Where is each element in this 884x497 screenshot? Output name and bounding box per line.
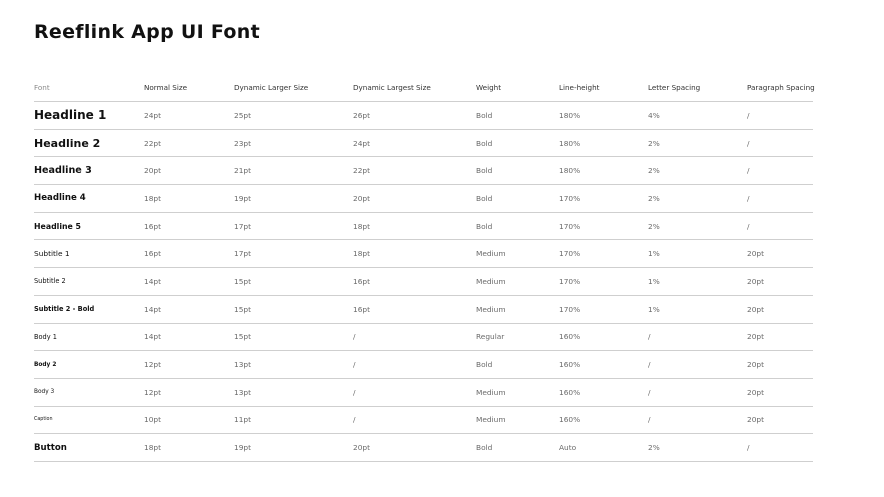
larger-size: 17pt bbox=[234, 240, 353, 268]
table-row bbox=[34, 185, 813, 213]
letter-spacing: / bbox=[648, 378, 747, 406]
paragraph-spacing: 20pt bbox=[747, 378, 813, 406]
paragraph-spacing: / bbox=[747, 212, 813, 240]
larger-size: 21pt bbox=[234, 157, 353, 185]
line-height: Auto bbox=[559, 434, 648, 462]
paragraph-spacing: / bbox=[747, 102, 813, 130]
header-dynamic-largest-size: Dynamic Largest Size bbox=[353, 74, 476, 102]
table-row bbox=[34, 434, 813, 462]
font-name: Headline 2 bbox=[34, 129, 144, 157]
letter-spacing: 1% bbox=[648, 268, 747, 296]
largest-size: 26pt bbox=[353, 102, 476, 130]
normal-size: 10pt bbox=[144, 406, 234, 434]
header-weight: Weight bbox=[476, 74, 559, 102]
line-height: 180% bbox=[559, 157, 648, 185]
weight: Medium bbox=[476, 240, 559, 268]
line-height: 170% bbox=[559, 185, 648, 213]
table-row bbox=[34, 268, 813, 296]
letter-spacing: 1% bbox=[648, 295, 747, 323]
table-row bbox=[34, 102, 813, 130]
letter-spacing: 1% bbox=[648, 240, 747, 268]
normal-size: 16pt bbox=[144, 240, 234, 268]
letter-spacing: / bbox=[648, 406, 747, 434]
font-spec-table bbox=[34, 74, 813, 462]
font-name: Body 1 bbox=[34, 323, 144, 351]
font-name: Subtitle 2 bbox=[34, 268, 144, 296]
font-name: Headline 4 bbox=[34, 185, 144, 213]
weight: Bold bbox=[476, 129, 559, 157]
largest-size: / bbox=[353, 323, 476, 351]
font-name: Body 3 bbox=[34, 378, 144, 406]
paragraph-spacing: / bbox=[747, 434, 813, 462]
normal-size: 14pt bbox=[144, 323, 234, 351]
paragraph-spacing: 20pt bbox=[747, 406, 813, 434]
letter-spacing: 2% bbox=[648, 212, 747, 240]
normal-size: 18pt bbox=[144, 434, 234, 462]
letter-spacing: 2% bbox=[648, 157, 747, 185]
header-font: Font bbox=[34, 74, 144, 102]
largest-size: / bbox=[353, 378, 476, 406]
normal-size: 16pt bbox=[144, 212, 234, 240]
weight: Bold bbox=[476, 212, 559, 240]
page-title: Reeflink App UI Font bbox=[34, 21, 260, 43]
weight: Regular bbox=[476, 323, 559, 351]
larger-size: 13pt bbox=[234, 351, 353, 379]
normal-size: 22pt bbox=[144, 129, 234, 157]
letter-spacing: 2% bbox=[648, 129, 747, 157]
font-name: Headline 1 bbox=[34, 102, 144, 130]
paragraph-spacing: / bbox=[747, 129, 813, 157]
weight: Medium bbox=[476, 406, 559, 434]
table-row bbox=[34, 378, 813, 406]
weight: Bold bbox=[476, 185, 559, 213]
weight: Medium bbox=[476, 295, 559, 323]
weight: Medium bbox=[476, 268, 559, 296]
weight: Medium bbox=[476, 378, 559, 406]
largest-size: 20pt bbox=[353, 434, 476, 462]
line-height: 170% bbox=[559, 295, 648, 323]
line-height: 170% bbox=[559, 240, 648, 268]
larger-size: 11pt bbox=[234, 406, 353, 434]
weight: Bold bbox=[476, 157, 559, 185]
line-height: 160% bbox=[559, 378, 648, 406]
header-dynamic-larger-size: Dynamic Larger Size bbox=[234, 74, 353, 102]
larger-size: 19pt bbox=[234, 185, 353, 213]
line-height: 170% bbox=[559, 212, 648, 240]
table-row bbox=[34, 323, 813, 351]
font-name: Headline 5 bbox=[34, 212, 144, 240]
largest-size: 24pt bbox=[353, 129, 476, 157]
normal-size: 20pt bbox=[144, 157, 234, 185]
table-row bbox=[34, 295, 813, 323]
header-line-height: Line-height bbox=[559, 74, 648, 102]
line-height: 160% bbox=[559, 323, 648, 351]
larger-size: 15pt bbox=[234, 323, 353, 351]
line-height: 160% bbox=[559, 351, 648, 379]
larger-size: 25pt bbox=[234, 102, 353, 130]
largest-size: 18pt bbox=[353, 240, 476, 268]
table-row bbox=[34, 240, 813, 268]
largest-size: 20pt bbox=[353, 185, 476, 213]
letter-spacing: / bbox=[648, 323, 747, 351]
paragraph-spacing: 20pt bbox=[747, 295, 813, 323]
header-letter-spacing: Letter Spacing bbox=[648, 74, 747, 102]
paragraph-spacing: 20pt bbox=[747, 323, 813, 351]
largest-size: 16pt bbox=[353, 268, 476, 296]
font-name: Subtitle 2 - Bold bbox=[34, 295, 144, 323]
header-paragraph-spacing: Paragraph Spacing bbox=[747, 74, 813, 102]
larger-size: 15pt bbox=[234, 295, 353, 323]
font-name: Subtitle 1 bbox=[34, 240, 144, 268]
weight: Bold bbox=[476, 102, 559, 130]
paragraph-spacing: 20pt bbox=[747, 240, 813, 268]
letter-spacing: 4% bbox=[648, 102, 747, 130]
font-name: Caption bbox=[34, 406, 144, 434]
line-height: 170% bbox=[559, 268, 648, 296]
largest-size: / bbox=[353, 351, 476, 379]
larger-size: 13pt bbox=[234, 378, 353, 406]
weight: Bold bbox=[476, 351, 559, 379]
larger-size: 23pt bbox=[234, 129, 353, 157]
table-row bbox=[34, 351, 813, 379]
line-height: 180% bbox=[559, 102, 648, 130]
table-row bbox=[34, 157, 813, 185]
normal-size: 12pt bbox=[144, 351, 234, 379]
paragraph-spacing: 20pt bbox=[747, 351, 813, 379]
font-name: Headline 3 bbox=[34, 157, 144, 185]
letter-spacing: 2% bbox=[648, 185, 747, 213]
table-header-row bbox=[34, 74, 813, 102]
largest-size: / bbox=[353, 406, 476, 434]
larger-size: 17pt bbox=[234, 212, 353, 240]
letter-spacing: 2% bbox=[648, 434, 747, 462]
table-row bbox=[34, 129, 813, 157]
paragraph-spacing: / bbox=[747, 157, 813, 185]
font-name: Body 2 bbox=[34, 351, 144, 379]
normal-size: 24pt bbox=[144, 102, 234, 130]
table-row bbox=[34, 212, 813, 240]
paragraph-spacing: 20pt bbox=[747, 268, 813, 296]
normal-size: 14pt bbox=[144, 268, 234, 296]
largest-size: 22pt bbox=[353, 157, 476, 185]
font-name: Button bbox=[34, 434, 144, 462]
larger-size: 19pt bbox=[234, 434, 353, 462]
table-row bbox=[34, 406, 813, 434]
normal-size: 12pt bbox=[144, 378, 234, 406]
letter-spacing: / bbox=[648, 351, 747, 379]
weight: Bold bbox=[476, 434, 559, 462]
header-normal-size: Normal Size bbox=[144, 74, 234, 102]
line-height: 180% bbox=[559, 129, 648, 157]
normal-size: 14pt bbox=[144, 295, 234, 323]
larger-size: 15pt bbox=[234, 268, 353, 296]
line-height: 160% bbox=[559, 406, 648, 434]
normal-size: 18pt bbox=[144, 185, 234, 213]
paragraph-spacing: / bbox=[747, 185, 813, 213]
largest-size: 16pt bbox=[353, 295, 476, 323]
largest-size: 18pt bbox=[353, 212, 476, 240]
